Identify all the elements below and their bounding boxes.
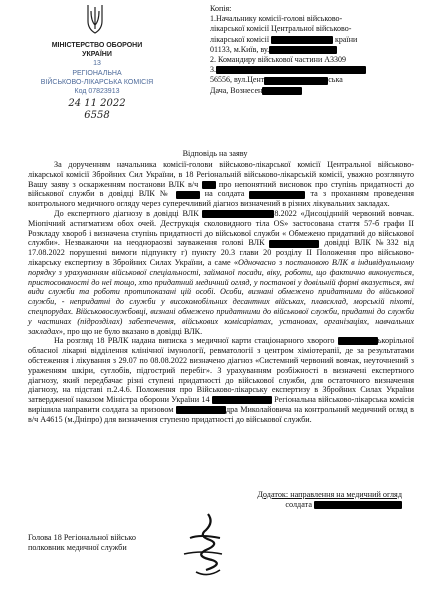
copies-header: Копія: xyxy=(210,4,232,13)
ministry-stamp xyxy=(2,2,192,120)
redaction xyxy=(262,87,302,95)
redaction xyxy=(264,77,328,85)
attachment-note xyxy=(257,490,402,510)
copies-line-1: 1.Начальнику комісії-голові військово- xyxy=(210,14,343,24)
redaction xyxy=(271,36,333,44)
stamp-country: УКРАЇНИ xyxy=(82,51,112,58)
signature-line-1: Голова 18 Регіональної військо xyxy=(28,533,136,542)
signature-line-2: полковник медичної служби xyxy=(28,543,127,552)
document-title: Відповідь на заяву xyxy=(182,149,248,158)
stamp-outgoing-number: 6558 xyxy=(84,110,110,121)
attachment-soldier: солдата xyxy=(257,500,402,510)
copies-line-7: 56556, вул.Цент ська xyxy=(210,75,343,85)
copies-line-2: лікарської комісії Центральної військово- xyxy=(210,24,352,34)
stamp-commission: ВІЙСЬКОВО-ЛІКАРСЬКА КОМІСІЯ xyxy=(40,79,154,86)
copies-block xyxy=(210,4,428,96)
stamp-ministry: МІНІСТЕРСТВО ОБОРОНИ xyxy=(51,42,143,49)
handwritten-signature xyxy=(150,508,260,586)
attachment-label: Додаток: направлення на медичний огляд xyxy=(257,490,402,499)
copies-line-4: 01133, м.Київ, ву. xyxy=(210,45,428,55)
letter-body xyxy=(28,160,414,425)
copies-line-3: лікарської комісії країни xyxy=(210,34,358,44)
paragraph-1: За дорученням начальника комісії-голови військово-лікарської комісії Центральної військово-лікарської комісії Збройних Сил України, в 18 Регіональній військово-лікарській комісії, уважно розглянуто Вашу заяву з оскарженням постанови ВЛК в/ч про непонятний висновок про ступінь придатності до військової служби в довідці ВЛК № на солдата та з проханням проведення контрольного медичного огляду через суперечливий діагноз визначений в різних лікувальних закладах. xyxy=(28,160,415,209)
redaction xyxy=(216,66,366,74)
trident-emblem-icon xyxy=(85,3,105,35)
signature-block xyxy=(28,533,136,553)
copies-line-6: 3. xyxy=(210,65,428,75)
stamp-number: 13 xyxy=(93,60,101,67)
redaction xyxy=(269,46,337,54)
copies-line-8: Дача, Вознесен xyxy=(210,86,428,96)
stamp-regional: РЕГІОНАЛЬНА xyxy=(72,70,122,77)
stamp-date: 24 11 2022 xyxy=(68,98,126,109)
paragraph-2: До експертного діагнозу в довідці ВЛК 8.2022 «Дисоціднній червоний вовчак. Міопічний астигматизм обох очей. Деструкція сколовидного тіла OS» застосована стаття 57-б графи ІІ Розкладу хвороб і визначена ступінь придатності до військової служби « Обмежено придатний до військової служби». Незважаючи на неоднораозві зауваження голові ВЛК довідці ВЛК №332 від 17.08.2022 порушенні вимоги підпункту г) пункту 20.3 глави 20 розділу ІІ Положення про військово-лікарську експертизу в Збройних Силах України, а саме «Одночасно з постановою ВЛК в індивідуальному порядку з урахуванням військової спеціальності, займаної посади, віку, роботи, що фактично виконується, пристосованості до неї тощо, хто придатний медичний огляд, у постанові у довільній формі вказується, які види служби та роботи протипоказані цій особі. Особи, визнані обмежено придатними до військової служби, - непридатні до служби у високомобільних десантних військах, плавсклад, морській піхоті, спецпорудах. Військовослужбовці, визнані обмежено придатними до військової служби, придатні до служби у частинах (підрозділах) забезпечення, військових комісаріатах, установах, організаціях, навчальних закладах», про що не було вказано в довідці ВЛК. xyxy=(28,208,415,336)
copies-line-5: 2. Командиру військової частини А3309 xyxy=(210,55,347,65)
paragraph-3: На розгляд 18 РВЛК надана виписка з медичної карти стаціонарного хворого ькорільної обласної лікарні відділення клінічної імунології, ревматології з центром хіміотерапії, де за результатами обстеження і лікування з 29.07 по 08.08.2022 визначено діагноз «Системний червоний вовчак, неуточнений з ураженням шкіри, суглобів, підгострий перебіг». З урахуванням розбіжності в визначені експертного діагнозу, який передбачає різні ступені придатності до військової служби, для остаточного визначення діагнозу, на підставі п.2.4.6. Положення про Військово-лікарську експертизу в Збройних Силах України затвердженої наказом Міністра оборони України 14 Регіональна військово-лікарська комісія вирішила направити солдата за призовом дра Миколайовича на контрольний медичний огляд в в/ч А4615 (м.Дніпро) для визначення ступеню придатності до військової служби. xyxy=(28,336,415,424)
stamp-code: Код 07823913 xyxy=(74,88,120,95)
